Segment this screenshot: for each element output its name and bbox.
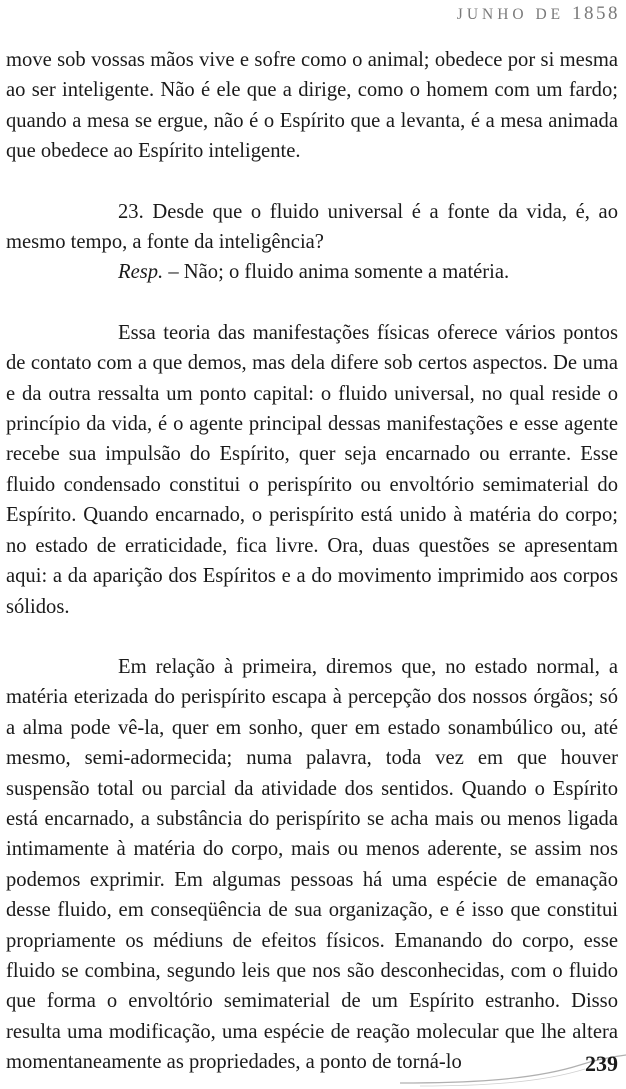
- paragraph-continuation: move sob vossas mãos vive e sofre como o animal; obedece por si mesma ao ser inteligente. Não é ele que a dirige, como o homem com um fardo; quando a mesa se ergue, não é o Espírito que a levanta, é a mesa animada que obedece ao Espírito inteligente.: [6, 49, 618, 163]
- header-month: JUNHO DE: [456, 6, 565, 23]
- paragraph-theory: Essa teoria das manifestações físicas oferece vários pontos de contato com a que demos, mas dela difere sob certos aspectos. De uma e da outra ressalta um ponto capital: o fluido universal, no qual reside o princípio da vida, é o agente principal dessas manifestações e esse agente recebe sua impulsão do Espírito, quer seja encarnado ou errante. Esse fluido condensado constitui o perispírito ou envoltório semimaterial do Espírito. Quando encarnado, o perispírito está unido à matéria do corpo; no estado de erraticidade, fica livre. Ora, duas questões se apresentam aqui: a da aparição dos Espíritos e a do movimento imprimido aos corpos sólidos.: [6, 321, 618, 618]
- header-year: 1858: [572, 3, 620, 24]
- running-header: [457, 3, 620, 25]
- question-23: 23. Desde que o fluido universal é a fonte da vida, é, ao mesmo tempo, a fonte da inteligência?: [6, 200, 618, 254]
- paragraph-first-question: Em relação à primeira, diremos que, no estado normal, a matéria eterizada do perispírito escapa à percepção dos nossos órgãos; só a alma pode vê-la, quer em sonho, quer em estado sonambúlico ou, até mesmo, semi-adormecida; numa palavra, toda vez em que houver suspensão total ou parcial da atividade dos sentidos. Quando o Espírito está encarnado, a substância do perispírito se acha mais ou menos ligada intimamente à matéria do corpo, mais ou menos aderente, se assim nos podemos exprimir. Em algumas pessoas há uma espécie de emanação desse fluido, em conseqüência de sua organização, e é isso que constitui propriamente os médiuns de efeitos físicos. Emanando do corpo, esse fluido se combina, segundo leis que nos são desconhecidas, com o fluido que forma o envoltório semimaterial de um Espírito estranho. Disso resulta uma modificação, uma espécie de reação molecular que lhe altera momentaneamente as propriedades, a ponto de torná-lo: [6, 655, 618, 1074]
- resp-label: Resp.: [118, 261, 164, 284]
- page-number: 239: [585, 1051, 618, 1076]
- answer-23: [6, 257, 618, 287]
- resp-text: – Não; o fluido anima somente a matéria.: [163, 261, 510, 284]
- page-body: [6, 45, 618, 1078]
